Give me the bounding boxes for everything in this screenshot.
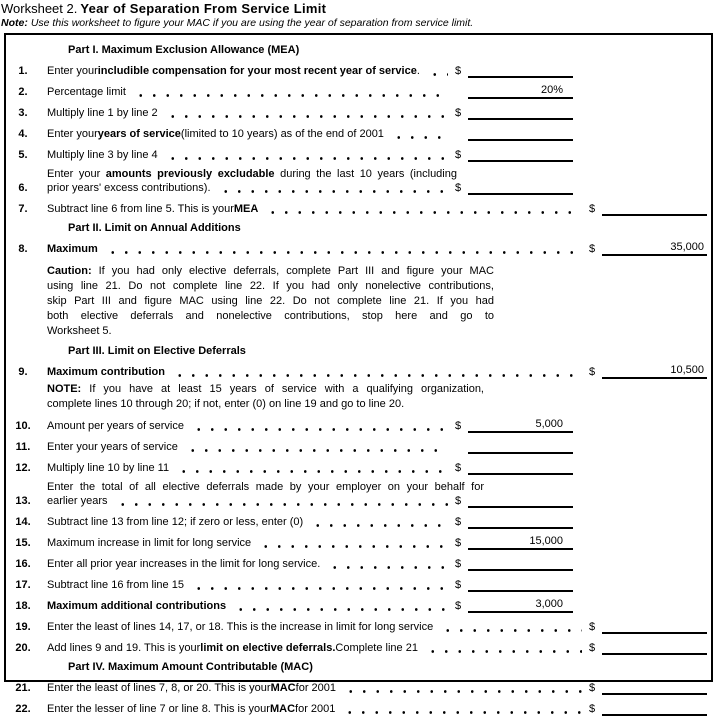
worksheet-line [6, 62, 711, 78]
label-text: Enter the least of lines 14, 17, or 18. This is the increase in limit for long service [47, 621, 434, 633]
dollar-sign: $ [455, 516, 462, 528]
dollar-sign: $ [455, 420, 462, 432]
note-text: Use this worksheet to figure your MAC if you are using the year of separation from service limit. [30, 17, 474, 29]
label-text: Enter your [47, 168, 106, 180]
line-label [47, 242, 589, 256]
dot-leader [341, 711, 582, 714]
title-prefix: Worksheet 2. [1, 1, 78, 16]
entry-spacer [573, 140, 707, 141]
dot-leader [426, 73, 448, 76]
label-text-bold: Caution: [47, 265, 92, 277]
entry-field [602, 618, 707, 634]
line-number: 10. [15, 420, 31, 432]
entry-field [468, 597, 573, 613]
dot-leader [257, 545, 448, 548]
label-line [47, 440, 455, 454]
line-number: 8. [18, 243, 28, 255]
dot-leader [104, 251, 582, 254]
label-text: Complete line 21 [335, 642, 418, 654]
entry-value: 3,000 [535, 598, 563, 610]
line-label [47, 557, 455, 571]
label-text: prior years' excess contributions). [47, 182, 211, 194]
line-label [47, 515, 455, 529]
part-heading: Part III. Limit on Elective Deferrals [68, 345, 246, 357]
label-line [47, 148, 455, 162]
label-text-bold: amounts previously excludable [105, 168, 275, 180]
entry-value: 15,000 [529, 535, 563, 547]
line-number: 20. [15, 642, 31, 654]
label-text: both elective deferrals and nonelective contributions, stop here and go to [47, 310, 494, 322]
note-paragraph [6, 264, 711, 339]
worksheet-line [6, 438, 711, 454]
entry-value: 35,000 [670, 241, 704, 253]
label-text: Multiply line 10 by line 11 [47, 462, 170, 474]
dot-leader [190, 587, 448, 590]
label-text: Percentage limit [47, 86, 126, 98]
worksheet-line [6, 200, 711, 216]
entry-field [468, 576, 573, 592]
line-label [47, 148, 455, 162]
line-number: 19. [15, 621, 31, 633]
entry-field [602, 639, 707, 655]
dot-leader [217, 190, 449, 193]
entry-spacer [573, 98, 707, 99]
label-line [47, 702, 589, 716]
dollar-sign: $ [589, 366, 596, 378]
entry-field [468, 417, 573, 433]
entry-field [468, 513, 573, 529]
label-text-bold: MAC [269, 703, 296, 715]
part-heading: Part II. Limit on Annual Additions [68, 222, 241, 234]
label-text: Worksheet 5. [47, 325, 112, 337]
worksheet-line [6, 700, 711, 716]
label-text-bold: limit on elective deferrals. [200, 642, 336, 654]
line-number: 3. [18, 107, 28, 119]
label-text: If you had only elective deferrals, complete Part III and figure your MAC [91, 265, 494, 277]
dollar-sign: $ [455, 65, 462, 77]
line-label [47, 440, 455, 454]
paragraph-line [47, 279, 494, 294]
worksheet-line [6, 534, 711, 550]
dollar-sign: $ [589, 642, 596, 654]
label-line [47, 365, 589, 379]
entry-field [602, 200, 707, 216]
label-text: for 2001 [295, 703, 336, 715]
label-text: Subtract line 13 from line 12; if zero or less, enter (0) [47, 516, 304, 528]
label-text-bold: years of service [97, 128, 181, 140]
line-number: 9. [18, 366, 28, 378]
dollar-sign: $ [455, 537, 462, 549]
worksheet-line [6, 104, 711, 120]
entry-field [468, 179, 573, 195]
line-number: 7. [18, 203, 28, 215]
label-line [47, 419, 455, 433]
paragraph-line [47, 382, 484, 397]
entry-spacer [573, 119, 707, 120]
label-text: Enter your [47, 65, 98, 77]
line-label [47, 536, 455, 550]
label-text: Multiply line 1 by line 2 [47, 107, 158, 119]
dollar-sign: $ [455, 579, 462, 591]
entry-field [468, 104, 573, 120]
entry-field [468, 459, 573, 475]
entry-spacer [573, 507, 707, 508]
label-line [47, 242, 589, 256]
entry-spacer [573, 161, 707, 162]
line-label [47, 419, 455, 433]
line-label [47, 702, 589, 716]
line-label [47, 578, 455, 592]
entry-value: 5,000 [535, 418, 563, 430]
note-label: Note: [1, 17, 28, 29]
label-text: . [416, 65, 420, 77]
worksheet-line [6, 417, 711, 433]
entry-spacer [573, 453, 707, 454]
paragraph-line [47, 397, 484, 412]
label-text-bold: MEA [233, 203, 259, 215]
line-number: 16. [15, 558, 31, 570]
label-text: Amount per years of service [47, 420, 184, 432]
line-number: 13. [15, 495, 31, 507]
line-label [47, 681, 589, 695]
paragraph-line [47, 294, 494, 309]
line-number: 5. [18, 149, 28, 161]
label-text: Enter the least of lines 7, 8, or 20. This is your [47, 682, 271, 694]
label-text: Enter your years of service [47, 441, 178, 453]
paragraph-line [47, 264, 494, 279]
worksheet-line [6, 679, 711, 695]
entry-value: 20% [540, 84, 563, 96]
line-label [47, 106, 455, 120]
dot-leader [232, 608, 448, 611]
entry-field [602, 363, 707, 379]
dot-leader [390, 136, 448, 139]
worksheet-line [6, 363, 711, 379]
dot-leader [424, 650, 582, 653]
entry-spacer [573, 549, 707, 550]
dollar-sign: $ [589, 703, 596, 715]
dot-leader [164, 115, 448, 118]
dollar-sign: $ [589, 243, 596, 255]
label-line [47, 85, 455, 99]
label-text: Subtract line 6 from line 5. This is your [47, 203, 234, 215]
line-label [47, 85, 455, 99]
paragraph-line [47, 324, 494, 339]
label-line [47, 536, 455, 550]
label-text: Maximum increase in limit for long service [47, 537, 252, 549]
worksheet-line [6, 618, 711, 634]
worksheet-line [6, 167, 711, 195]
line-number: 12. [15, 462, 31, 474]
line-number: 6. [18, 182, 28, 194]
label-line [47, 578, 455, 592]
dollar-sign: $ [455, 600, 462, 612]
dot-leader [132, 94, 448, 97]
label-line [47, 127, 455, 141]
line-number: 2. [18, 86, 28, 98]
entry-field [468, 555, 573, 571]
line-number: 14. [15, 516, 31, 528]
entry-spacer [573, 528, 707, 529]
page-title [1, 1, 721, 16]
line-number: 1. [18, 65, 28, 77]
line-number: 17. [15, 579, 31, 591]
entry-field [468, 83, 573, 99]
part-heading: Part I. Maximum Exclusion Allowance (MEA) [68, 44, 300, 56]
label-text: Add lines 9 and 19. This is your [47, 642, 201, 654]
label-line [47, 64, 455, 78]
label-line [47, 480, 484, 494]
label-text-bold: Maximum contribution [47, 366, 165, 378]
label-text-bold: Maximum [47, 243, 98, 255]
line-label [47, 365, 589, 379]
label-line [47, 106, 455, 120]
dot-leader [190, 428, 448, 431]
entry-spacer [573, 77, 707, 78]
line-label [47, 202, 589, 216]
label-text: (limited to 10 years) as of the end of 2001 [180, 128, 384, 140]
dot-leader [175, 470, 448, 473]
line-number: 11. [15, 441, 31, 453]
label-text: Enter all prior year increases in the limit for long service. [47, 558, 321, 570]
line-number: 22. [15, 703, 31, 715]
label-text-bold: includible compensation for your most recent year of service [97, 65, 417, 77]
label-line [47, 494, 455, 508]
worksheet-line [6, 459, 711, 475]
label-line [47, 641, 589, 655]
dollar-sign: $ [455, 495, 462, 507]
entry-spacer [573, 474, 707, 475]
line-label [47, 64, 455, 78]
entry-field [602, 240, 707, 256]
label-line [47, 557, 455, 571]
title-main: Year of Separation From Service Limit [80, 1, 327, 16]
line-number: 18. [15, 600, 31, 612]
label-text: skip Part III and figure MAC using line 22. Do not complete line 21. If you had [47, 295, 494, 307]
worksheet-box [4, 33, 713, 715]
dollar-sign: $ [455, 149, 462, 161]
label-text: Enter the lesser of line 7 or line 8. This is your [47, 703, 270, 715]
note-paragraph [6, 382, 711, 412]
label-text-bold: MAC [270, 682, 296, 694]
entry-field [602, 700, 707, 716]
label-line [47, 681, 589, 695]
entry-field [468, 534, 573, 550]
entry-field [468, 146, 573, 162]
dollar-sign: $ [589, 203, 596, 215]
entry-value: 10,500 [670, 364, 704, 376]
label-text: using line 21. Do not complete line 22. If you had only nonelective contributions, [47, 280, 494, 292]
worksheet-line [6, 639, 711, 655]
entry-spacer [573, 612, 707, 613]
worksheet-line [6, 146, 711, 162]
entry-field [468, 438, 573, 454]
label-line [47, 461, 455, 475]
label-line [47, 599, 455, 613]
dot-leader [184, 449, 448, 452]
dollar-sign: $ [455, 107, 462, 119]
line-label [47, 461, 455, 475]
label-text: Subtract line 16 from line 15 [47, 579, 184, 591]
paragraph-text [47, 382, 484, 412]
worksheet-line [6, 576, 711, 592]
entry-spacer [573, 591, 707, 592]
worksheet-page [0, 1, 721, 715]
label-line [47, 620, 589, 634]
dot-leader [342, 690, 582, 693]
label-line [47, 167, 457, 181]
label-line [47, 181, 455, 195]
line-label [47, 480, 484, 508]
dollar-sign: $ [455, 182, 462, 194]
line-label [47, 127, 455, 141]
page-note [1, 17, 721, 30]
dollar-sign: $ [589, 682, 596, 694]
label-text: If you have at least 15 years of service with a qualifying organization, [81, 383, 484, 395]
label-text: Enter your [47, 128, 98, 140]
dot-leader [114, 503, 448, 506]
entry-field [468, 62, 573, 78]
label-text: during the last 10 years (including [274, 168, 457, 180]
label-line [47, 202, 589, 216]
worksheet-line [6, 240, 711, 256]
label-text-bold: NOTE: [47, 383, 82, 395]
entry-field [468, 125, 573, 141]
dollar-sign: $ [455, 558, 462, 570]
entry-field [468, 492, 573, 508]
label-text: Multiply line 3 by line 4 [47, 149, 158, 161]
part-heading: Part IV. Maximum Amount Contributable (MAC) [68, 661, 313, 673]
dollar-sign: $ [589, 621, 596, 633]
entry-field [602, 679, 707, 695]
dollar-sign: $ [455, 462, 462, 474]
label-text: for 2001 [295, 682, 337, 694]
worksheet-line [6, 480, 711, 508]
line-label [47, 620, 589, 634]
line-label [47, 641, 589, 655]
line-number: 4. [18, 128, 28, 140]
label-text: complete lines 10 through 20; if not, enter (0) on line 19 and go to line 20. [47, 398, 405, 410]
label-line [47, 515, 455, 529]
worksheet-line [6, 125, 711, 141]
dot-leader [264, 211, 582, 214]
entry-spacer [573, 194, 707, 195]
worksheet-line [6, 597, 711, 613]
paragraph-line [47, 309, 494, 324]
line-number: 21. [15, 682, 31, 694]
entry-spacer [573, 432, 707, 433]
worksheet-line [6, 83, 711, 99]
entry-spacer [573, 570, 707, 571]
label-text-bold: Maximum additional contributions [47, 600, 227, 612]
paragraph-text [47, 264, 494, 339]
dot-leader [309, 524, 448, 527]
line-label [47, 167, 455, 195]
worksheet-line [6, 555, 711, 571]
dot-leader [164, 157, 448, 160]
label-text: Enter the total of all elective deferrals made by your employer on your behalf for [47, 481, 484, 493]
line-number: 15. [15, 537, 31, 549]
label-text: earlier years [47, 495, 108, 507]
line-label [47, 599, 455, 613]
dot-leader [326, 566, 448, 569]
dot-leader [439, 629, 582, 632]
dot-leader [171, 374, 582, 377]
worksheet-line [6, 513, 711, 529]
